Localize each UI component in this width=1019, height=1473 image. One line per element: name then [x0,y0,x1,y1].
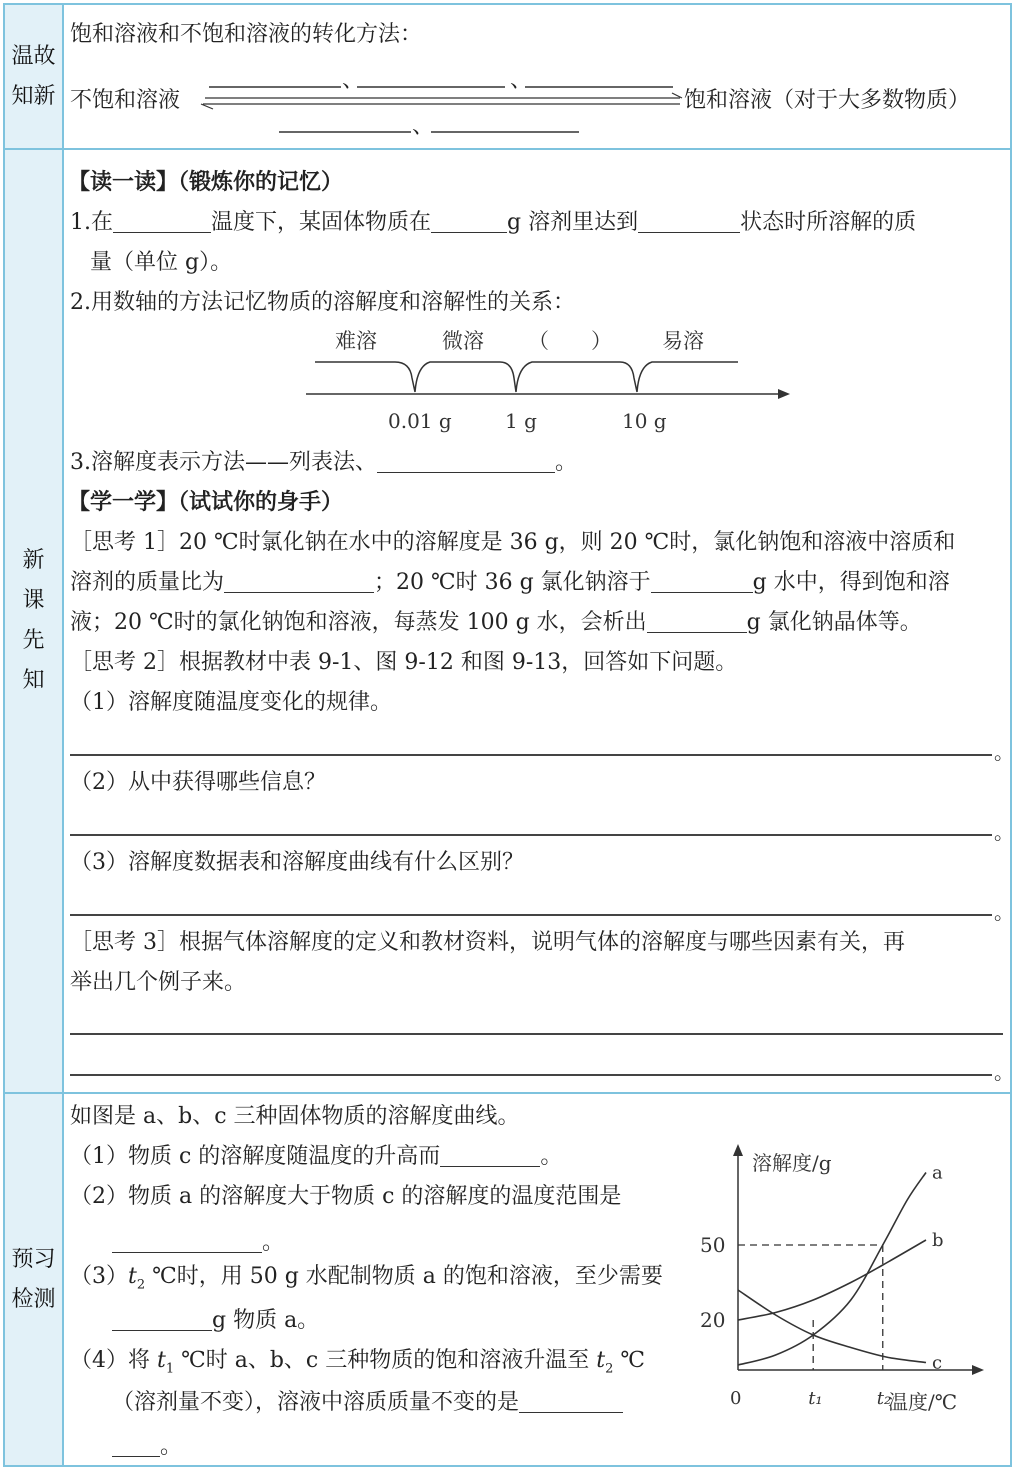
check-q3: $(3)t_2$ ℃时，用 50 g 水配制物质 a 的饱和溶液，至少需要 [70,1264,663,1293]
blank[interactable] [519,1390,623,1413]
think2-q3: （3）溶解度数据表和溶解度曲线有什么区别？ [70,850,524,875]
axis-label: 难溶 [335,329,377,353]
review-right-term: 饱和溶液（对于大多数物质） [684,88,971,113]
axis-tick: 0.01 g [388,409,452,433]
blank[interactable] [112,1230,262,1253]
check-q4-cont: （溶剂量不变），溶液中溶质质量不变的是 [112,1388,623,1418]
curve-label-a: a [932,1162,943,1184]
answer-line[interactable] [70,834,992,836]
blank[interactable] [431,210,507,233]
review-left-term: 不饱和溶液 [70,88,181,113]
row-divider [3,148,1012,150]
read-q1-cont: 量（单位 g）。 [90,250,233,275]
blank[interactable] [647,610,747,633]
think1-line1: ［思考 1］20 ℃时氯化钠在水中的溶解度是 36 g，则 20 ℃时，氯化钠饱和溶液中溶质和 [70,530,956,555]
blank[interactable] [377,450,555,473]
think2-q2: （2）从中获得哪些信息？ [70,770,326,795]
curve-c [738,1290,926,1363]
answer-line[interactable] [70,754,992,756]
x-tick-label: t₁ [808,1388,823,1409]
curve-b [738,1240,926,1320]
section-label-new-lesson: 新 课 先 知 [5,150,62,1092]
axis-label: 微溶 [442,329,484,353]
solubility-curve-chart [690,1130,990,1430]
x-axis-label: 温度/℃ [888,1390,958,1414]
think1-line3: 液；20 ℃时的氯化钠饱和溶液，每蒸发 100 g 水，会析出 g 氯化钠晶体等。 [70,610,922,635]
blank[interactable] [224,570,374,593]
period: 。 [994,1060,1014,1084]
section-label-review: 温故 知新 [5,5,62,148]
y-tick-label: 50 [700,1233,726,1257]
axis-label: （ ） [528,329,612,353]
check-q4-end: 。 [112,1432,182,1462]
check-q3-cont: g 物质 a。 [112,1306,319,1336]
x-tick-label: t₂ [876,1388,892,1409]
blank[interactable] [112,1308,212,1331]
y-tick-label: 20 [700,1308,726,1332]
section-label-check: 预习 检测 [5,1094,62,1465]
think1-line2: 溶剂的质量比为 ；20 ℃时 36 g 氯化钠溶于 g 水中，得到饱和溶 [70,570,950,595]
blank[interactable] [651,570,753,593]
answer-line[interactable] [70,1033,1003,1035]
axis-label: 易溶 [662,329,704,353]
curve-a [738,1173,926,1366]
axis-tick: 10 g [622,409,667,433]
think3-line1: ［思考 3］根据气体溶解度的定义和教材资料，说明气体的溶解度与哪些因素有关，再 [70,930,905,955]
period: 。 [994,740,1014,764]
row-divider [3,1092,1012,1094]
check-q1: （1）物质 c 的溶解度随温度的升高而 。 [70,1144,563,1169]
read-q3: 3.溶解度表示方法——列表法、 。 [70,450,578,475]
conversion-arrows [195,70,690,145]
separator: 、 [412,114,435,139]
column-divider [62,3,64,1467]
read-q1: 1.在 温度下，某固体物质在 g 溶剂里达到 状态时所溶解的质 [70,210,917,235]
read-heading: 【读一读】（锻炼你的记忆） [68,170,344,195]
solubility-number-axis [300,320,800,440]
x-axis-arrow [972,1365,984,1375]
period: 。 [994,900,1014,924]
period: 。 [994,820,1014,844]
y-axis-label: 溶解度/g [752,1151,832,1175]
y-axis-arrow [733,1144,743,1156]
blank[interactable] [638,210,740,233]
learn-heading: 【学一学】（试试你的身手） [68,490,344,515]
think2: ［思考 2］根据教材中表 9-1、图 9-12 和图 9-13，回答如下问题。 [70,650,738,675]
answer-line[interactable] [70,1074,992,1076]
blank[interactable] [440,1144,540,1167]
think2-q1: （1）溶解度随温度变化的规律。 [70,690,392,715]
check-q2-blank: 。 [112,1228,284,1258]
check-q4: （4）将 $t_1$ ℃时 a、b、c 三种物质的饱和溶液升温至 $t_2$ ℃ [70,1348,645,1377]
origin-label: 0 [730,1388,742,1409]
blank[interactable] [113,210,211,233]
curve-label-c: c [932,1352,943,1374]
curve-label-b: b [932,1230,944,1251]
check-intro: 如图是 a、b、c 三种固体物质的溶解度曲线。 [70,1104,520,1129]
axis-tick: 1 g [505,409,537,433]
separator: 、 [510,68,533,93]
read-q2: 2.用数轴的方法记忆物质的溶解度和溶解性的关系： [70,290,575,315]
review-title: 饱和溶液和不饱和溶液的转化方法： [70,22,423,47]
separator: 、 [342,68,365,93]
check-q2: （2）物质 a 的溶解度大于物质 c 的溶解度的温度范围是 [70,1184,622,1209]
blank[interactable] [112,1434,160,1457]
answer-line[interactable] [70,914,992,916]
think3-line2: 举出几个例子来。 [70,970,247,995]
